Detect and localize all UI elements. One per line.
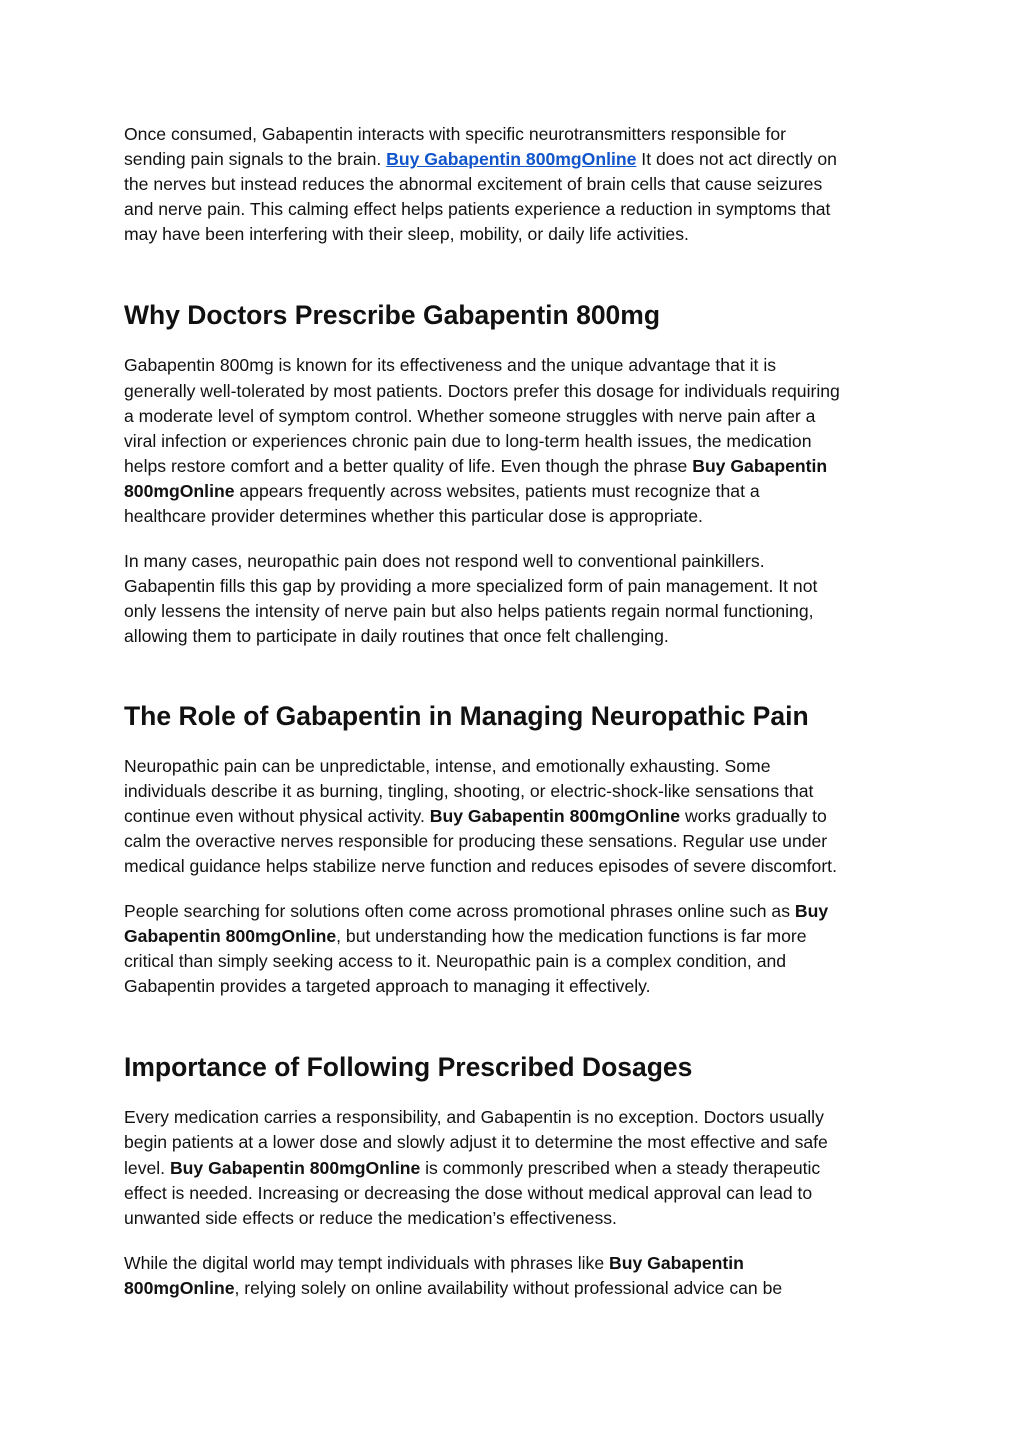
paragraph-neuropathic-cases: [124, 549, 914, 649]
text-line: [124, 1251, 914, 1276]
text-line: [124, 924, 914, 949]
text-line: Neuropathic pain can be unpredictable, intense, and emotionally exhausting. Some: [124, 755, 771, 776]
text-span: continue even without physical activity.: [124, 805, 430, 826]
text-span: While the digital world may tempt individuals with phrases like: [124, 1252, 610, 1273]
text-span: helps restore comfort and a better quality of life. Even though the phrase: [124, 455, 693, 476]
text-span: , relying solely on online availability without professional advice can be: [234, 1277, 783, 1298]
bold-phrase: Buy Gabapentin: [692, 455, 828, 476]
text-line: [124, 804, 914, 829]
buy-gabapentin-link[interactable]: Buy Gabapentin 800mgOnline: [386, 149, 637, 170]
text-line: [124, 1276, 914, 1301]
text-span: , but understanding how the medication functions is far more: [336, 926, 807, 947]
text-line: medical guidance helps stabilize nerve function and reduces episodes of severe discomfort.: [124, 855, 837, 876]
text-line: [124, 1156, 914, 1181]
heading-importance-dosages: Importance of Following Prescribed Dosages: [124, 1052, 693, 1083]
text-span: sending pain signals to the brain.: [124, 149, 387, 170]
text-line: [124, 479, 914, 504]
bold-phrase: 800mgOnline: [124, 480, 235, 501]
text-line: In many cases, neuropathic pain does not respond well to conventional painkillers.: [124, 551, 765, 572]
paragraph-intro: [124, 122, 914, 247]
text-line: calm the overactive nerves responsible for producing these sensations. Regular use under: [124, 830, 828, 851]
bold-phrase: Buy Gabapentin 800mgOnline: [169, 1157, 421, 1178]
text-line: healthcare provider determines whether this particular dose is appropriate.: [124, 506, 703, 527]
paragraph-why-doctors: [124, 353, 914, 529]
text-line: [124, 454, 914, 479]
heading-role-of-gabapentin: The Role of Gabapentin in Managing Neuropathic Pain: [124, 700, 809, 731]
text-span: is commonly prescribed when a steady therapeutic: [420, 1157, 821, 1178]
text-line: and nerve pain. This calming effect helps patients experience a reduction in symptoms that: [124, 199, 831, 220]
paragraph-people-searching: [124, 899, 914, 999]
bold-phrase: Buy Gabapentin 800mgOnline: [429, 805, 681, 826]
text-line: begin patients at a lower dose and slowly adjust it to determine the most effective and safe: [124, 1132, 828, 1153]
text-line: the nerves but instead reduces the abnormal excitement of brain cells that cause seizures: [124, 174, 823, 195]
paragraph-digital-world: [124, 1251, 914, 1301]
text-line: allowing them to participate in daily routines that once felt challenging.: [124, 626, 669, 647]
text-line: a moderate level of symptom control. Whether someone struggles with nerve pain after a: [124, 405, 816, 426]
text-line: Gabapentin 800mg is known for its effectiveness and the unique advantage that it is: [124, 355, 777, 376]
text-span: People searching for solutions often come across promotional phrases online such as: [124, 900, 795, 921]
text-span: level.: [124, 1157, 170, 1178]
text-span: appears frequently across websites, patients must recognize that a: [234, 480, 760, 501]
paragraph-dosages: [124, 1105, 914, 1230]
text-line: individuals describe it as burning, tingling, shooting, or electric-shock-like sensations that: [124, 780, 814, 801]
paragraph-neuropathic-pain: [124, 754, 914, 879]
text-span: It does not act directly on: [636, 149, 837, 170]
text-line: viral infection or experiences chronic pain due to long-term health issues, the medication: [124, 430, 812, 451]
text-line: Gabapentin provides a targeted approach to managing it effectively.: [124, 976, 651, 997]
text-line: effect is needed. Increasing or decreasing the dose without medical approval can lead to: [124, 1182, 813, 1203]
text-line: only lessens the intensity of nerve pain but also helps patients regain normal functioning,: [124, 601, 814, 622]
text-line: generally well-tolerated by most patients. Doctors prefer this dosage for individuals requiring: [124, 380, 840, 401]
text-line: unwanted side effects or reduce the medication’s effectiveness.: [124, 1207, 617, 1228]
bold-phrase: Buy: [794, 900, 829, 921]
text-line: [124, 147, 914, 172]
bold-phrase: 800mgOnline: [124, 1277, 235, 1298]
text-line: Gabapentin fills this gap by providing a more specialized form of pain management. It not: [124, 576, 818, 597]
heading-why-doctors-prescribe: Why Doctors Prescribe Gabapentin 800mg: [124, 300, 661, 331]
text-line: Every medication carries a responsibility, and Gabapentin is no exception. Doctors usually: [124, 1107, 824, 1128]
text-span: works gradually to: [680, 805, 827, 826]
bold-phrase: Buy Gabapentin: [609, 1252, 744, 1273]
text-line: critical than simply seeking access to it. Neuropathic pain is a complex condition, and: [124, 951, 787, 972]
text-line: [124, 899, 914, 924]
text-line: may have been interfering with their sleep, mobility, or daily life activities.: [124, 224, 689, 245]
document-page: [124, 122, 914, 1301]
bold-phrase: Gabapentin 800mgOnline: [124, 926, 337, 947]
text-line: Once consumed, Gabapentin interacts with specific neurotransmitters responsible for: [124, 124, 787, 144]
